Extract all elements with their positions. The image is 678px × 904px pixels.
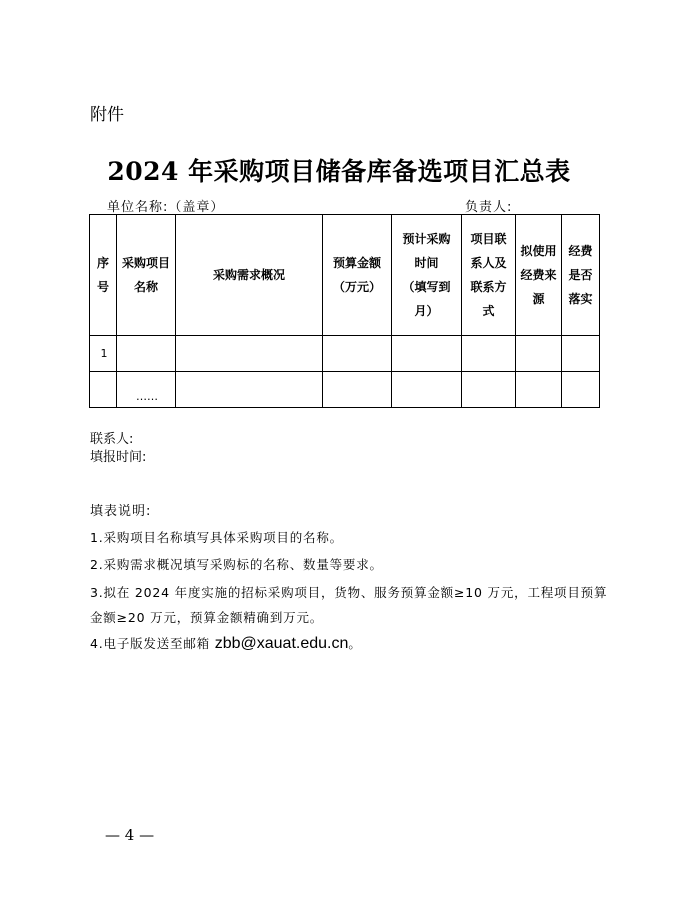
cell-budget <box>323 336 392 372</box>
cell-overview <box>176 336 323 372</box>
cell-time <box>392 372 462 408</box>
header-implemented-line: 是否 <box>568 268 593 282</box>
header-source-line: 拟使用 <box>520 244 557 258</box>
header-fund-source <box>516 215 562 336</box>
header-contact <box>462 215 516 336</box>
cell-name: …… <box>117 372 176 408</box>
fill-time-label: 填报时间: <box>90 450 147 465</box>
cell-name <box>117 336 176 372</box>
header-time-line: （填写到 <box>402 280 451 294</box>
header-budget <box>323 215 392 336</box>
header-fund-implemented <box>562 215 600 336</box>
responsible-person-label: 负责人: <box>465 200 513 215</box>
summary-table <box>89 214 600 408</box>
note-item-email <box>90 634 362 653</box>
table-header-row <box>90 215 600 336</box>
header-name-line: 名称 <box>133 280 158 294</box>
header-contact-line: 系人及 <box>470 256 507 270</box>
header-budget-line: 预算金额 <box>332 256 381 270</box>
header-seq <box>90 215 117 336</box>
header-expected-time <box>392 215 462 336</box>
note-item: 2.采购需求概况填写采购标的名称、数量等要求。 <box>90 557 383 572</box>
note-item: 1.采购项目名称填写具体采购项目的名称。 <box>90 530 343 545</box>
header-source-line: 经费来 <box>520 268 557 282</box>
contact-person-label: 联系人: <box>90 432 134 447</box>
header-demand-overview <box>176 215 323 336</box>
cell-contact <box>462 372 516 408</box>
cell-contact <box>462 336 516 372</box>
notes-title: 填表说明: <box>90 504 152 519</box>
cell-implemented <box>562 372 600 408</box>
header-source-line: 源 <box>532 292 545 306</box>
cell-overview <box>176 372 323 408</box>
header-contact-line: 项目联 <box>470 232 507 246</box>
table-row <box>90 372 600 408</box>
header-time-line: 时间 <box>414 256 439 270</box>
page-title: 2024 年采购项目储备库备选项目汇总表 <box>107 157 571 186</box>
page-number: — 4 — <box>105 826 155 844</box>
header-contact-line: 式 <box>482 304 495 318</box>
header-time-line: 预计采购 <box>402 232 451 246</box>
header-overview-text: 采购需求概况 <box>212 268 285 282</box>
cell-source <box>516 336 562 372</box>
cell-implemented <box>562 336 600 372</box>
attachment-label: 附件 <box>90 105 124 125</box>
cell-budget <box>323 372 392 408</box>
header-seq-line: 序 <box>96 256 109 270</box>
header-time-line: 月） <box>414 304 439 318</box>
note-email-prefix: 4.电子版发送至邮箱 <box>90 636 210 651</box>
header-implemented-line: 落实 <box>568 292 593 306</box>
header-name-line: 采购项目 <box>121 256 170 270</box>
cell-time <box>392 336 462 372</box>
cell-seq: 1 <box>90 336 117 372</box>
note-item: 3.拟在 2024 年度实施的招标采购项目，货物、服务预算金额≥10 万元，工程项目预算金额≥20 万元，预算金额精确到万元。 <box>90 585 608 625</box>
cell-seq <box>90 372 117 408</box>
header-project-name <box>117 215 176 336</box>
header-budget-line: （万元） <box>332 280 381 294</box>
header-seq-line: 号 <box>96 280 109 294</box>
note-email-suffix: 。 <box>348 636 362 651</box>
email-link[interactable]: zbb@xauat.edu.cn <box>214 635 349 652</box>
table-row <box>90 336 600 372</box>
header-contact-line: 联系方 <box>470 280 507 294</box>
unit-name-label: 单位名称:（盖章） <box>107 200 225 215</box>
cell-source <box>516 372 562 408</box>
header-implemented-line: 经费 <box>568 244 593 258</box>
